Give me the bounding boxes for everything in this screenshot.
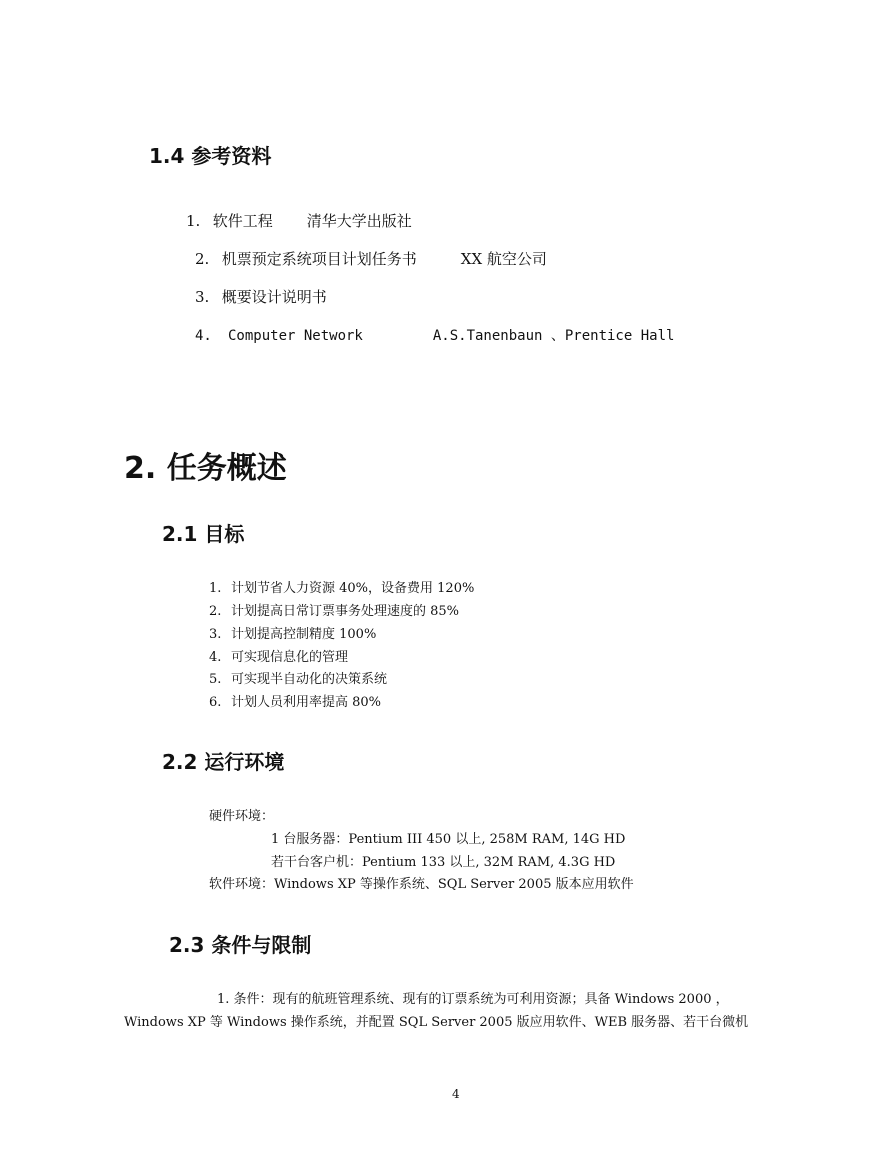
reference-publisher: 清华大学出版社 [306, 212, 412, 230]
reference-title: 机票预定系统项目计划任务书 [221, 250, 417, 268]
server-spec: 1 台服务器：Pentium III 450 以上, 258M RAM, 14G HD [271, 832, 626, 847]
goal-item: 1. 计划节省人力资源 40%，设备费用 120% [209, 581, 475, 596]
conditions-paragraph-line-2: Windows XP 等 Windows 操作系统，并配置 SQL Server 2005 版应用软件、WEB 服务器、若干台微机 [124, 1015, 749, 1030]
section-heading-2-1: 2.1 目标 [162, 522, 245, 546]
goal-item: 3. 计划提高控制精度 100% [209, 627, 377, 642]
reference-title: 概要设计说明书 [221, 288, 327, 306]
hardware-label: 硬件环境： [209, 809, 275, 824]
section-heading-2-2: 2.2 运行环境 [162, 750, 285, 774]
conditions-paragraph-line-1: 1. 条件：现有的航班管理系统、现有的订票系统为可利用资源；具备 Windows 2000 ， [217, 992, 729, 1007]
reference-item: 2. 机票预定系统项目计划任务书 XX 航空公司 [195, 250, 547, 268]
goal-item: 4. 可实现信息化的管理 [209, 650, 349, 665]
section-heading-2-3: 2.3 条件与限制 [169, 933, 312, 957]
reference-title: Computer Network [228, 328, 363, 344]
reference-item: 1. 软件工程 清华大学出版社 [186, 212, 412, 230]
goal-item: 6. 计划人员利用率提高 80% [209, 695, 382, 710]
chapter-heading-2: 2. 任务概述 [124, 451, 287, 486]
client-spec: 若干台客户机：Pentium 133 以上, 32M RAM, 4.3G HD [271, 855, 616, 870]
reference-publisher: XX 航空公司 [460, 250, 547, 268]
reference-title: 软件工程 [212, 212, 273, 230]
reference-publisher: A.S.Tanenbaun 、Prentice Hall [432, 328, 675, 344]
goal-item: 2. 计划提高日常订票事务处理速度的 85% [209, 604, 460, 619]
reference-item: 4. Computer Network A.S.Tanenbaun 、Prentice Hall [195, 328, 675, 344]
goal-item: 5. 可实现半自动化的决策系统 [209, 672, 388, 687]
reference-item: 3. 概要设计说明书 [195, 288, 327, 306]
section-heading-1-4: 1.4 参考资料 [149, 144, 272, 168]
page-number: 4 [452, 1087, 460, 1101]
software-env: 软件环境：Windows XP 等操作系统、SQL Server 2005 版本应用软件 [209, 877, 634, 892]
